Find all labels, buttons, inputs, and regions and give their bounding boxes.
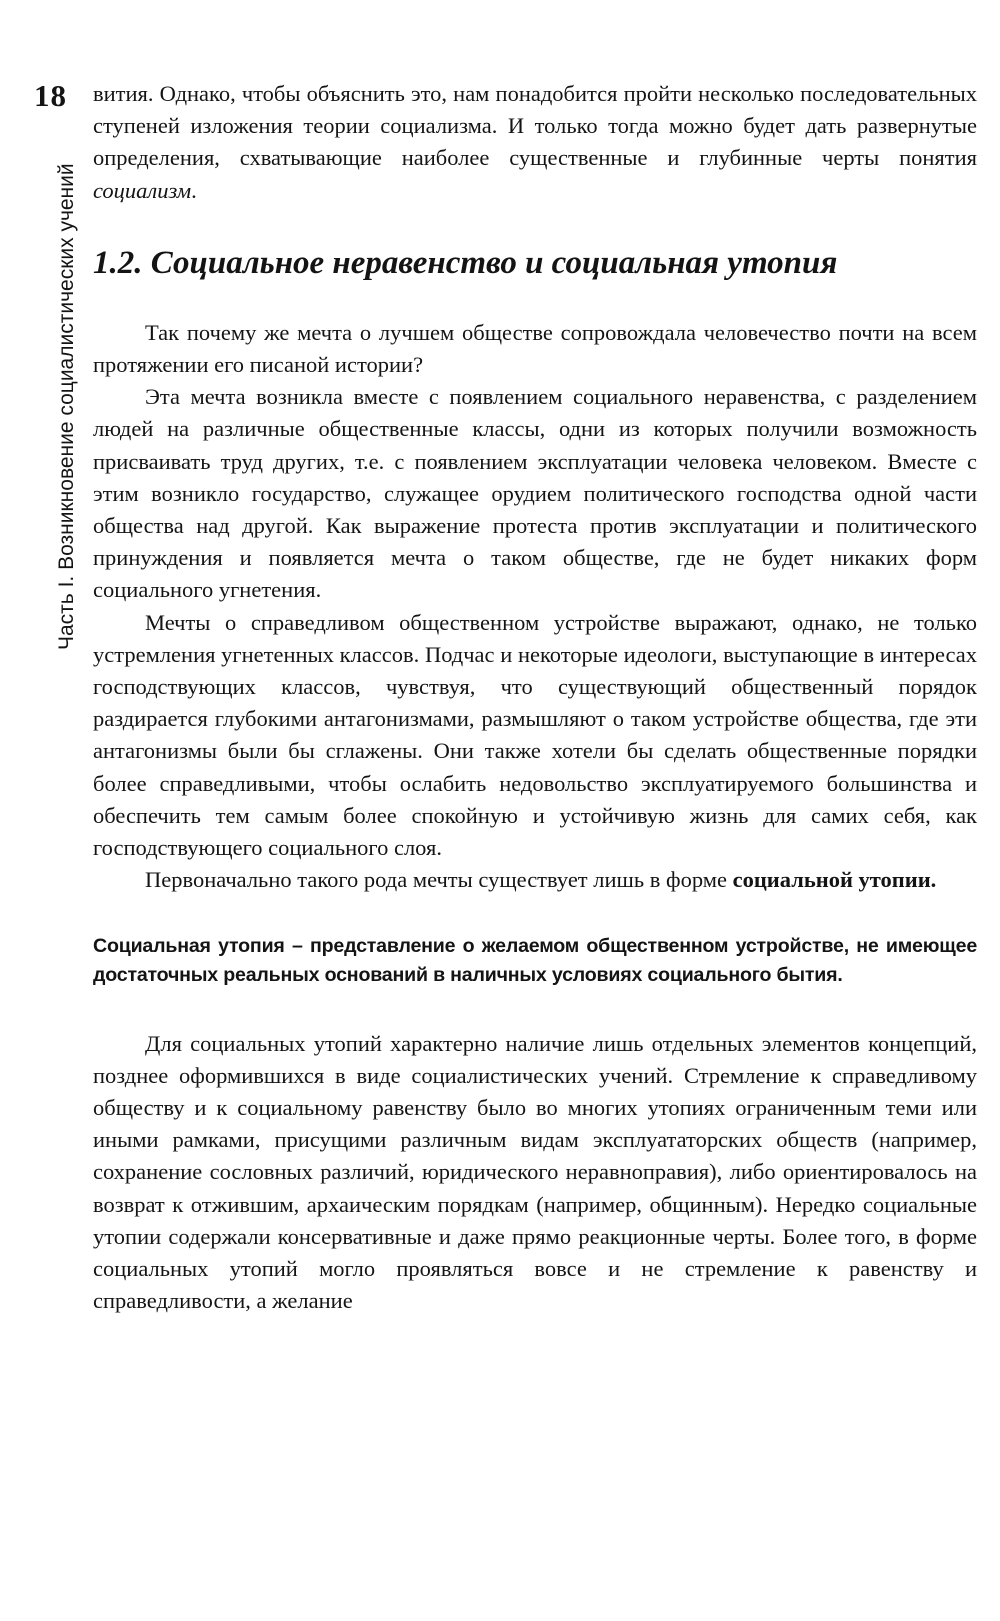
paragraph: Эта мечта возникла вместе с появлением социального неравенства, с разделением людей на различные общественные классы, одни из которых получили возможность присваивать труд других, т.е. с появлением эксплуатации человека человеком. Вместе с этим возникло государство, служащее орудием политического господства одной части общества над другой. Как выражение протеста против эксплуатации и политического принуждения и появляется мечта о таком обществе, где не будет никаких форм социального угнетения. xyxy=(93,384,977,603)
paragraph: Для социальных утопий характерно наличие лишь отдельных элементов концепций, позднее оформившихся в виде социалистических учений. Стремление к справедливому обществу и к социальному равенству было во многих утопиях ограниченным теми или иными рамками, присущими различным видам эксплуататорских обществ (например, сохранение сословных различий, юридического неравноправия), либо ориентировалось на возврат к отжившим, архаическим порядкам (например, общинным). Нередко социальные утопии содержали консервативные и даже прямо реакционные черты. Более того, в форме социальных утопий могло проявляться вовсе и не стремление к равенству и справедливости, а желание xyxy=(93,1030,977,1314)
paragraph xyxy=(93,864,977,896)
paragraph-text: Первоначально такого рода мечты существует лишь в форме xyxy=(145,867,733,893)
definition-box xyxy=(93,932,977,989)
bold-term: социальной утопии. xyxy=(732,867,937,893)
running-head: Часть I. Возникновение социалистических учений xyxy=(55,163,78,650)
paragraph-end: . xyxy=(191,177,197,203)
definition-term: Социальная утопия xyxy=(93,935,285,958)
paragraph-text: вития. Однако, чтобы объяснить это, нам понадобится пройти несколько последовательных ступеней изложения теории социализма. И только тогда можно будет дать развернутые определения, схватывающие наиболее существенные и глубинные черты понятия xyxy=(93,81,977,171)
paragraph-continuation xyxy=(93,78,977,207)
page-number: 18 xyxy=(34,78,67,113)
italic-term: социализм xyxy=(93,177,192,203)
section-title: 1.2. Социальное неравенство и социальная утопия xyxy=(93,244,838,281)
page-content xyxy=(93,78,977,1317)
definition-text: – представление о желаемом общественном устройстве, не имеющее достаточных реальных оснований в наличных условиях социального бытия. xyxy=(93,935,978,987)
paragraph: Мечты о справедливом общественном устройстве выражают, однако, не только устремления угнетенных классов. Подчас и некоторые идеологи, выступающие в интересах господствующих классов, чувствуя, что существующий общественный порядок раздирается глубокими антагонизмами, размышляют о таком устройстве общества, где эти антагонизмы были бы сглажены. Они также хотели бы сделать общественные порядки более справедливыми, чтобы ослабить недовольство эксплуатируемого большинства и обеспечить тем самым более спокойную и устойчивую жизнь для самих себя, как господствующего социального слоя. xyxy=(93,609,977,861)
paragraph: Так почему же мечта о лучшем обществе сопровождала человечество почти на всем протяжении его писаной истории? xyxy=(93,319,977,378)
